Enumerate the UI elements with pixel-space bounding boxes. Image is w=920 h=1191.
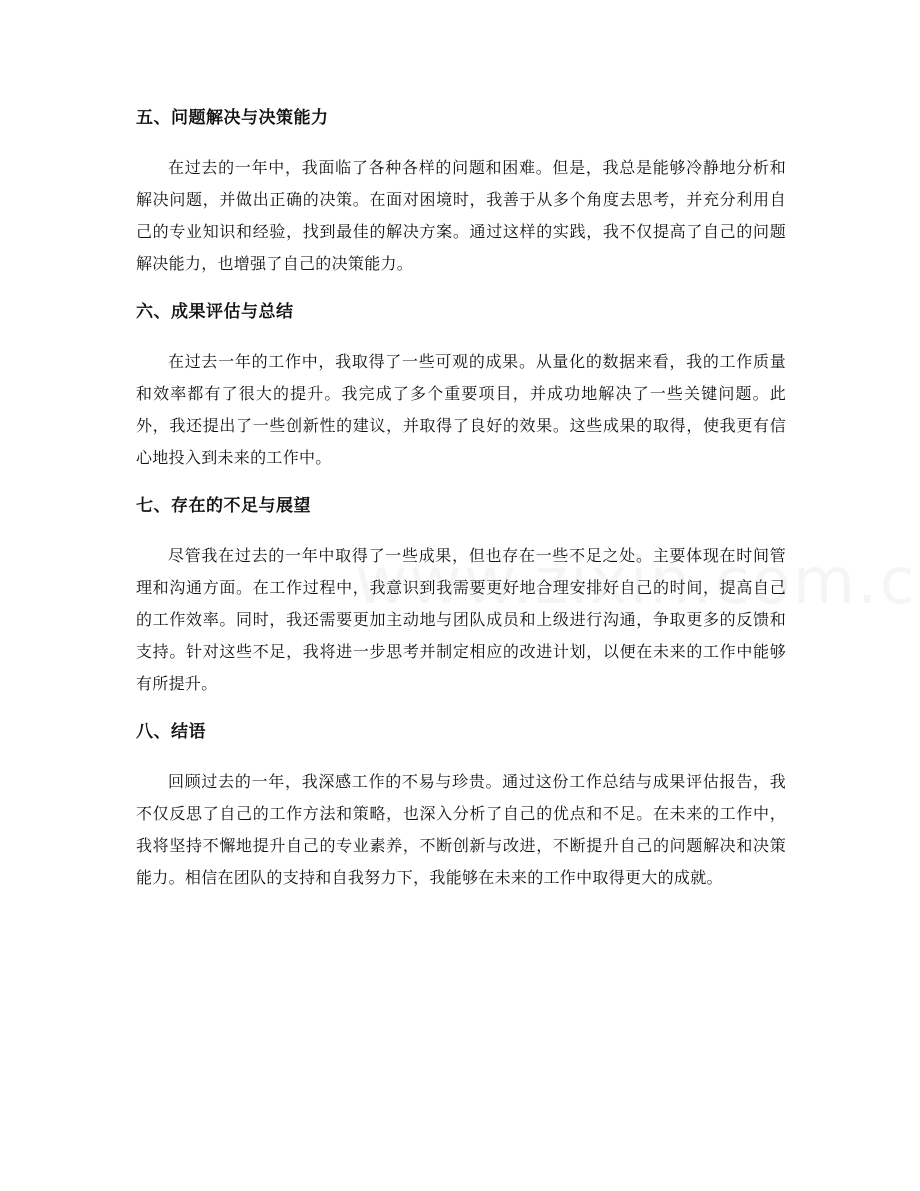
section-heading: 五、问题解决与决策能力 xyxy=(136,108,329,128)
section-shortcomings-outlook xyxy=(136,494,786,700)
section-heading: 七、存在的不足与展望 xyxy=(136,496,311,516)
section-heading: 八、结语 xyxy=(136,722,206,742)
section-results-evaluation xyxy=(136,300,786,474)
section-conclusion xyxy=(136,720,786,894)
section-paragraph: 在过去的一年中，我面临了各种各样的问题和困难。但是，我总是能够冷静地分析和解决问题，并做出正确的决策。在面对困境时，我善于从多个角度去思考，并充分利用自己的专业知识和经验，找到最佳的解决方案。通过这样的实践，我不仅提高了自己的问题解决能力，也增强了自己的决策能力。 xyxy=(136,158,786,273)
document-body xyxy=(136,106,786,914)
section-problem-solving xyxy=(136,106,786,280)
section-paragraph: 回顾过去的一年，我深感工作的不易与珍贵。通过这份工作总结与成果评估报告，我不仅反思了自己的工作方法和策略，也深入分析了自己的优点和不足。在未来的工作中，我将坚持不懈地提升自己的专业素养，不断创新与改进，不断提升自己的问题解决和决策能力。相信在团队的支持和自我努力下，我能够在未来的工作中取得更大的成就。 xyxy=(136,772,786,887)
section-heading: 六、成果评估与总结 xyxy=(136,302,294,322)
section-paragraph: 尽管我在过去的一年中取得了一些成果，但也存在一些不足之处。主要体现在时间管理和沟通方面。在工作过程中，我意识到我需要更好地合理安排好自己的时间，提高自己的工作效率。同时，我还需要更加主动地与团队成员和上级进行沟通，争取更多的反馈和支持。针对这些不足，我将进一步思考并制定相应的改进计划，以便在未来的工作中能够有所提升。 xyxy=(136,546,786,693)
section-paragraph: 在过去一年的工作中，我取得了一些可观的成果。从量化的数据来看，我的工作质量和效率都有了很大的提升。我完成了多个重要项目，并成功地解决了一些关键问题。此外，我还提出了一些创新性的建议，并取得了良好的效果。这些成果的取得，使我更有信心地投入到未来的工作中。 xyxy=(136,352,786,467)
